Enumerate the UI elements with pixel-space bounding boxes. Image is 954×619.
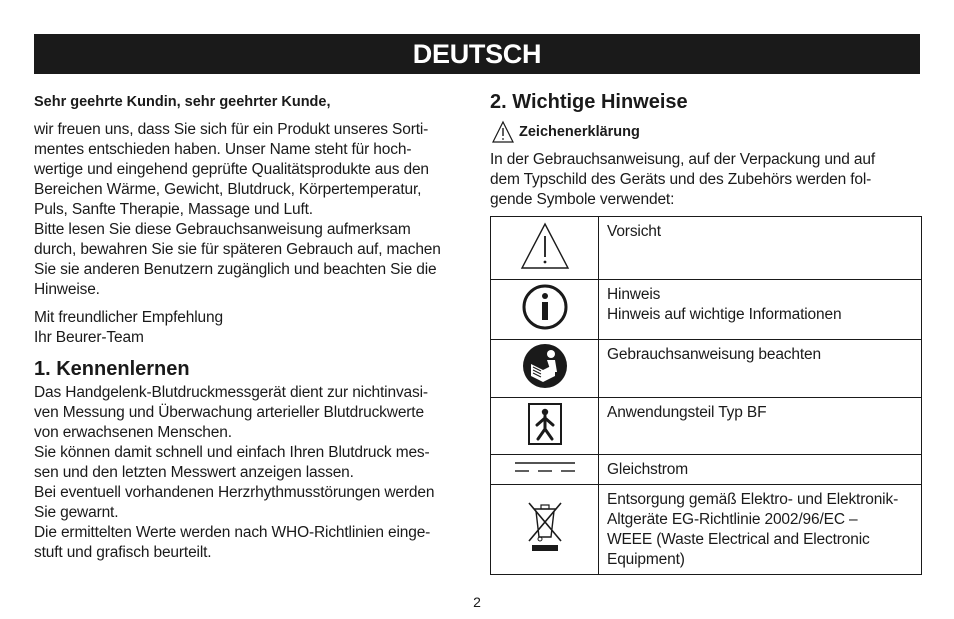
warning-triangle-icon: [492, 120, 514, 144]
text-line: sen und den letzten Messwert anzeigen lassen.: [34, 464, 354, 481]
text-line: Altgeräte EG-Richtlinie 2002/96/EC –: [607, 511, 858, 528]
symbol-cell: [491, 280, 599, 340]
greeting: Sehr geehrte Kundin, sehr geehrter Kunde,: [34, 94, 331, 110]
symbol-cell: [491, 217, 599, 280]
text-line: Bereichen Wärme, Gewicht, Blutdruck, Körpertemperatur,: [34, 181, 422, 198]
text-line: von erwachsenen Menschen.: [34, 424, 232, 441]
page-title: DEUTSCH: [412, 38, 542, 69]
symbols-intro: [490, 150, 922, 210]
text-line: gende Symbole verwendet:: [490, 191, 675, 208]
read-manual-icon: [521, 342, 569, 390]
page-number: 2: [473, 594, 481, 610]
text-line: WEEE (Waste Electrical and Electronic: [607, 531, 870, 548]
symbol-cell: [491, 455, 599, 485]
text-line: ven Messung und Überwachung arterieller Blutdruckwerte: [34, 404, 424, 421]
text-line: Gleichstrom: [607, 461, 689, 478]
header-bar: [34, 34, 920, 74]
text-line: stuft und grafisch beurteilt.: [34, 544, 212, 561]
table-row: [491, 280, 922, 340]
table-row: [491, 455, 922, 485]
text-line: Equipment): [607, 551, 685, 568]
text-line: Mit freundlicher Empfehlung: [34, 309, 223, 326]
text-line: wertige und eingehend geprüfte Qualitätsprodukte aus den: [34, 161, 429, 178]
text-line: Die ermittelten Werte werden nach WHO-Richtlinien einge-: [34, 524, 431, 541]
table-row: [491, 398, 922, 455]
symbol-description: [599, 485, 922, 575]
left-column: [34, 90, 466, 563]
subheading: Zeichenerklärung: [519, 124, 640, 140]
text-line: Vorsicht: [607, 223, 661, 240]
table-row: [491, 217, 922, 280]
closing: [34, 308, 466, 348]
text-line: Hinweis: [607, 286, 661, 303]
text-line: Ihr Beurer-Team: [34, 329, 144, 346]
type-bf-icon: [527, 402, 563, 446]
text-line: Sie können damit schnell und einfach Ihren Blutdruck mes-: [34, 444, 430, 461]
direct-current-icon: [513, 457, 577, 477]
symbols-table: [490, 216, 922, 575]
text-line: Hinweise.: [34, 281, 100, 298]
text-line: Puls, Sanfte Therapie, Massage und Luft.: [34, 201, 313, 218]
text-line: wir freuen uns, dass Sie sich für ein Produkt unseres Sorti-: [34, 121, 429, 138]
text-line: durch, bewahren Sie sie für späteren Gebrauch auf, machen: [34, 241, 441, 258]
symbol-cell: [491, 340, 599, 398]
text-line: Sie gewarnt.: [34, 504, 119, 521]
symbol-description: [599, 340, 922, 398]
section-1-title: 1. Kennenlernen: [34, 358, 190, 380]
intro-paragraph: [34, 120, 466, 300]
warning-triangle-icon: [519, 221, 571, 271]
text-line: In der Gebrauchsanweisung, auf der Verpackung und auf: [490, 151, 875, 168]
text-line: Bei eventuell vorhandenen Herzrhythmusstörungen werden: [34, 484, 435, 501]
subheading-row: [490, 118, 922, 146]
table-row: [491, 485, 922, 575]
text-line: Anwendungsteil Typ BF: [607, 404, 767, 421]
symbol-description: [599, 455, 922, 485]
symbol-description: [599, 398, 922, 455]
symbol-description: [599, 217, 922, 280]
text-line: Bitte lesen Sie diese Gebrauchsanweisung aufmerksam: [34, 221, 411, 238]
symbol-cell: [491, 398, 599, 455]
text-line: Sie sie anderen Benutzern zugänglich und beachten Sie die: [34, 261, 437, 278]
text-line: mentes entschieden haben. Unser Name steht für hoch-: [34, 141, 412, 158]
symbol-cell: [491, 485, 599, 575]
weee-bin-icon: [525, 499, 565, 555]
text-line: Hinweis auf wichtige Informationen: [607, 306, 842, 323]
info-icon: [521, 283, 569, 331]
text-line: Entsorgung gemäß Elektro- und Elektronik-: [607, 491, 899, 508]
section-2-title: 2. Wichtige Hinweise: [490, 91, 688, 113]
text-line: dem Typschild des Geräts und des Zubehörs werden fol-: [490, 171, 872, 188]
section-1-body: [34, 383, 466, 563]
symbol-description: [599, 280, 922, 340]
right-column: [490, 90, 922, 210]
table-row: [491, 340, 922, 398]
text-line: Das Handgelenk-Blutdruckmessgerät dient zur nichtinvasi-: [34, 384, 428, 401]
text-line: Gebrauchsanweisung beachten: [607, 346, 821, 363]
